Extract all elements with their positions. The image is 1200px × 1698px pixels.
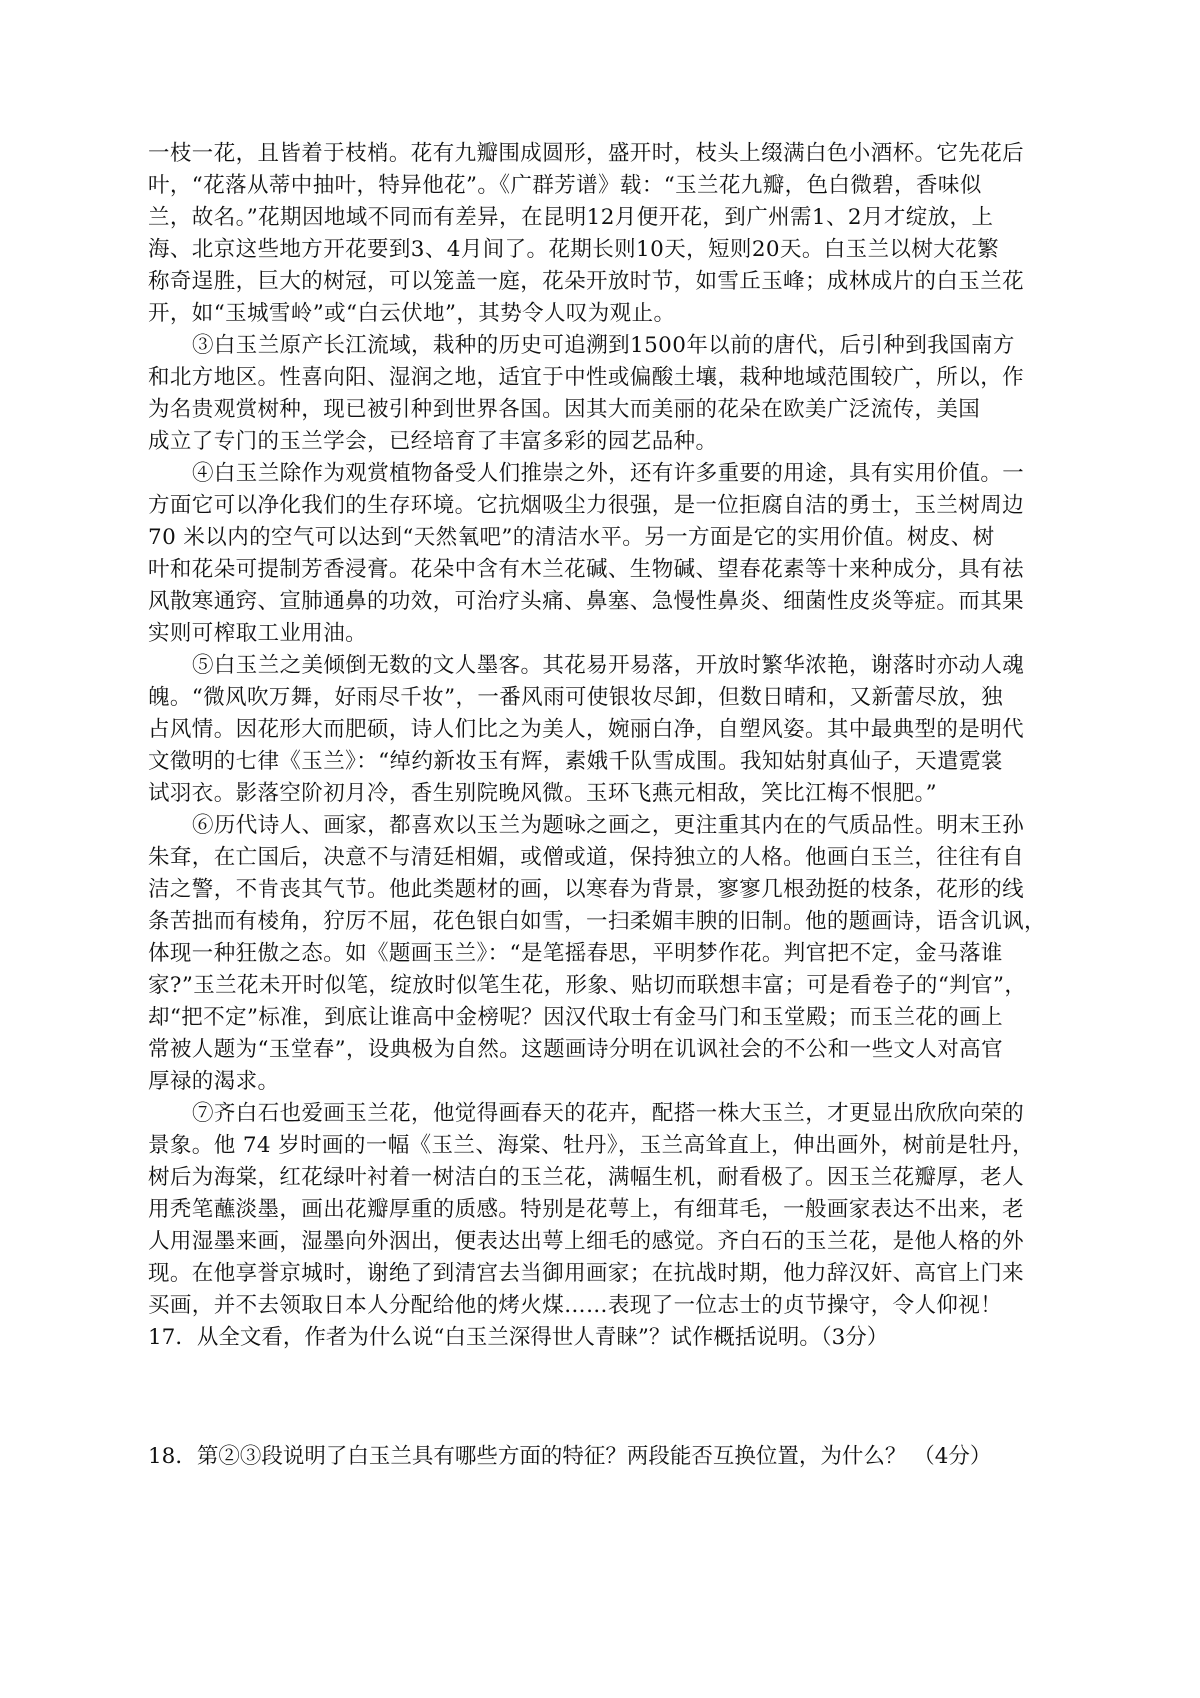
document-page: [148, 138, 1048, 1473]
text-line: 买画，并不去领取日本人分配给他的烤火煤……表现了一位志士的贞节操守，令人仰视！: [148, 1293, 1003, 1318]
text-line: 和北方地区。性喜向阳、湿润之地，适宜于中性或偏酸土壤，栽种地域范围较广，所以，作: [148, 365, 1025, 390]
text-line: 占风情。因花形大而肥硕，诗人们比之为美人，婉丽白净，自塑风姿。其中最典型的是明代: [148, 717, 1025, 742]
paragraph-3: [148, 330, 1048, 458]
answer-space-17: [148, 1354, 1048, 1441]
text-line: 魄。“微风吹万舞，好雨尽千妆”，一番风雨可使银妆尽卸，但数日晴和，又新蕾尽放，独: [148, 685, 1003, 710]
text-line: 家?”玉兰花未开时似笔，绽放时似笔生花，形象、贴切而联想丰富；可是看卷子的“判官”，: [148, 973, 1027, 998]
paragraph-6: [148, 810, 1048, 1098]
question-18: 18．第②③段说明了白玉兰具有哪些方面的特征？两段能否互换位置，为什么？ （4分）: [148, 1444, 992, 1469]
text-line: 方面它可以净化我们的生存环境。它抗烟吸尘力很强，是一位拒腐自洁的勇士，玉兰树周边: [148, 493, 1025, 518]
text-line: 景象。他 74 岁时画的一幅《玉兰、海棠、牡丹》，玉兰高耸直上，伸出画外，树前是牡丹，: [148, 1133, 1034, 1158]
text-line: 海、北京这些地方开花要到3、4月间了。花期长则10天，短则20天。白玉兰以树大花繁: [148, 237, 999, 262]
text-line: 实则可榨取工业用油。: [148, 621, 368, 646]
text-line: 朱耷，在亡国后，决意不与清廷相媚，或僧或道，保持独立的人格。他画白玉兰，往往有自: [148, 845, 1025, 870]
text-line: 为名贵观赏树种，现已被引种到世界各国。因其大而美丽的花朵在欧美广泛流传，美国: [148, 397, 981, 422]
text-line: 开，如“玉城雪岭”或“白云伏地”，其势令人叹为观止。: [148, 301, 676, 326]
text-line: 70 米以内的空气可以达到“天然氧吧”的清洁水平。另一方面是它的实用价值。树皮、树: [148, 525, 995, 550]
text-line: 试羽衣。影落空阶初月冷，香生别院晚风微。玉环飞燕元相敌，笑比江梅不恨肥。”: [148, 781, 938, 806]
text-line: 条苦拙而有棱角，狞厉不屈，花色银白如雪，一扫柔媚丰腴的旧制。他的题画诗，语含讥讽，: [148, 909, 1046, 934]
text-line: 一枝一花，且皆着于枝梢。花有九瓣围成圆形，盛开时，枝头上缀满白色小酒杯。它先花后: [148, 141, 1025, 166]
text-line: 树后为海棠，红花绿叶衬着一树洁白的玉兰花，满幅生机，耐看极了。因玉兰花瓣厚，老人: [148, 1165, 1025, 1190]
text-line: 叶，“花落从蒂中抽叶，特异他花”。《广群芳谱》载：“玉兰花九瓣，色白微碧，香味似: [148, 173, 982, 198]
text-line: 现。在他享誉京城时，谢绝了到清宫去当御用画家；在抗战时期，他力辞汉奸、高官上门来: [148, 1261, 1025, 1286]
text-line: ③白玉兰原产长江流域，栽种的历史可追溯到1500年以前的唐代，后引种到我国南方: [192, 333, 1015, 358]
text-line: 成立了专门的玉兰学会，已经培育了丰富多彩的园艺品种。: [148, 429, 718, 454]
paragraph-4: [148, 458, 1048, 650]
text-line: ⑥历代诗人、画家，都喜欢以玉兰为题咏之画之，更注重其内在的气质品性。明末王孙: [192, 813, 1025, 838]
text-line: 叶和花朵可提制芳香浸膏。花朵中含有木兰花碱、生物碱、望春花素等十来种成分，具有祛: [148, 557, 1025, 582]
text-line: 风散寒通窍、宣肺通鼻的功效，可治疗头痛、鼻塞、急慢性鼻炎、细菌性皮炎等症。而其果: [148, 589, 1025, 614]
paragraph-2-continued: [148, 138, 1048, 330]
text-line: 却“把不定”标准，到底让谁高中金榜呢？因汉代取士有金马门和玉堂殿；而玉兰花的画上: [148, 1005, 1003, 1030]
question-17: 17．从全文看，作者为什么说“白玉兰深得世人青睐”？试作概括说明。（3分）: [148, 1325, 889, 1350]
text-line: 人用湿墨来画，湿墨向外洇出，便表达出萼上细毛的感觉。齐白石的玉兰花，是他人格的外: [148, 1229, 1025, 1254]
paragraph-5: [148, 650, 1048, 810]
text-line: 洁之警，不肯丧其气节。他此类题材的画，以寒春为背景，寥寥几根劲挺的枝条，花形的线: [148, 877, 1025, 902]
text-line: 常被人题为“玉堂春”，设典极为自然。这题画诗分明在讥讽社会的不公和一些文人对高官: [148, 1037, 1003, 1062]
text-line: 称奇逞胜，巨大的树冠，可以笼盖一庭，花朵开放时节，如雪丘玉峰；成林成片的白玉兰花: [148, 269, 1025, 294]
paragraph-7: [148, 1098, 1048, 1322]
text-line: ④白玉兰除作为观赏植物备受人们推崇之外，还有许多重要的用途，具有实用价值。一: [192, 461, 1025, 486]
text-line: 厚禄的渴求。: [148, 1069, 280, 1094]
text-line: 体现一种狂傲之态。如《题画玉兰》：“是笔摇春思，平明梦作花。判官把不定，金马落谁: [148, 941, 1003, 966]
text-line: 文徵明的七律《玉兰》：“绰约新妆玉有辉，素娥千队雪成围。我知姑射真仙子，天遣霓裳: [148, 749, 1003, 774]
text-line: 用秃笔蘸淡墨，画出花瓣厚重的质感。特别是花萼上，有细茸毛，一般画家表达不出来，老: [148, 1197, 1025, 1222]
text-line: ⑤白玉兰之美倾倒无数的文人墨客。其花易开易落，开放时繁华浓艳，谢落时亦动人魂: [192, 653, 1025, 678]
text-line: 兰，故名。”花期因地域不同而有差异，在昆明12月便开花，到广州需1、2月才绽放，上: [148, 205, 994, 230]
text-line: ⑦齐白石也爱画玉兰花，他觉得画春天的花卉，配搭一株大玉兰，才更显出欣欣向荣的: [192, 1101, 1025, 1126]
